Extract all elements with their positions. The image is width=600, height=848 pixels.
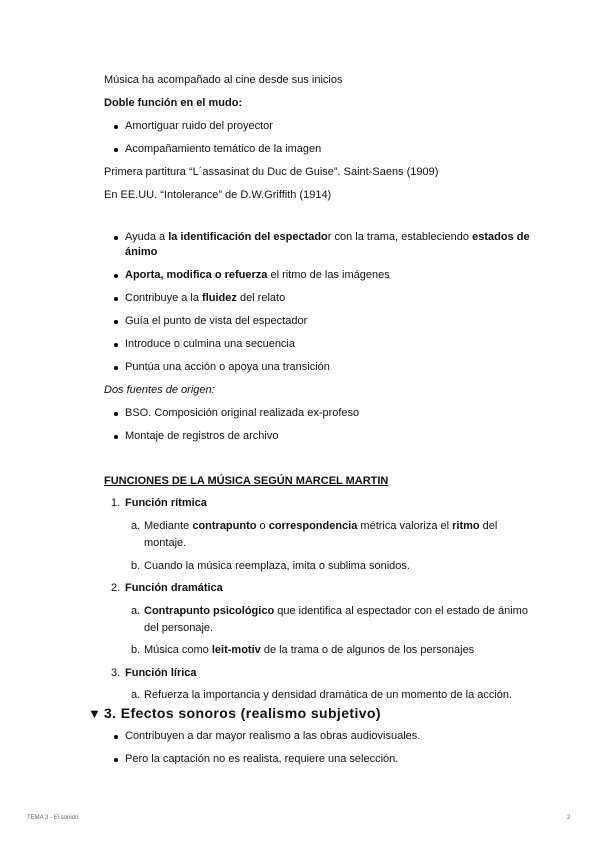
- bullet-dot: [114, 343, 118, 347]
- section-heading: 3. Efectos sonoros (realismo subjetivo): [103, 705, 381, 721]
- list-item: Contrapunto psicológico que identifica al espectador con el estado de ánimo: [144, 605, 528, 617]
- bullet-dot: [114, 274, 118, 278]
- function-title: Función rítmica: [125, 497, 207, 509]
- list-item: Acompañamiento temático de la imagen: [125, 143, 322, 155]
- list-letter: a.: [131, 605, 141, 617]
- list-item: Introduce o culmina una secuencia: [125, 338, 295, 350]
- bullet-dot: [114, 236, 118, 240]
- list-item: Ayuda a la identificación del espectador con la trama, estableciendo estados de: [125, 231, 530, 243]
- partitura-line: Primera partitura “L´assasinat du Duc de Guise”. Saint-Saens (1909): [104, 166, 439, 178]
- function-title: Función lírica: [125, 667, 197, 679]
- collapse-triangle-icon[interactable]: ▼: [88, 706, 101, 721]
- bullet-dot: [114, 366, 118, 370]
- list-item-continuation: montaje.: [144, 537, 187, 549]
- list-item: Mediante contrapunto o correspondencia métrica valoriza el ritmo del: [144, 520, 498, 532]
- bullet-dot: [114, 412, 118, 416]
- eeuu-line: En EE.UU. “Intolerance” de D.W.Griffith (1914): [104, 189, 332, 201]
- footer-title: TEMA 3 - El sonido: [27, 815, 79, 821]
- list-letter: b.: [131, 644, 141, 656]
- intro-line: Música ha acompañado al cine desde sus inicios: [104, 74, 343, 86]
- bullet-dot: [114, 297, 118, 301]
- fuentes-heading: Dos fuentes de origen:: [104, 384, 215, 396]
- list-item-continuation: del personaje.: [144, 622, 214, 634]
- efectos-section: [88, 705, 381, 723]
- list-letter: b.: [131, 560, 141, 572]
- list-item: Refuerza la importancia y densidad dramática de un momento de la acción.: [144, 689, 513, 701]
- bullet-dot: [114, 148, 118, 152]
- function-title: Función dramática: [125, 582, 223, 594]
- list-item: Pero la captación no es realista, requiere una selección.: [125, 753, 399, 765]
- list-item-continuation: ánimo: [125, 246, 158, 258]
- list-item: Aporta, modifica o refuerza el ritmo de las imágenes: [125, 269, 390, 281]
- list-letter: a.: [131, 689, 141, 701]
- list-number: 2.: [111, 582, 121, 594]
- bullet-dot: [114, 758, 118, 762]
- list-item: Música como leit-motiv de la trama o de algunos de los personajes: [144, 644, 475, 656]
- list-item: Montaje de registros de archivo: [125, 430, 279, 442]
- bullet-dot: [114, 735, 118, 739]
- list-number: 3.: [111, 667, 121, 679]
- bullet-dot: [114, 320, 118, 324]
- intro-heading: Doble función en el mudo:: [104, 97, 243, 109]
- list-item: BSO. Composición original realizada ex-profeso: [125, 407, 360, 419]
- martin-heading: FUNCIONES DE LA MÚSICA SEGÚN MARCEL MARTIN: [104, 475, 389, 487]
- list-item: Puntúa una acción o apoya una transición: [125, 361, 330, 373]
- list-item: Contribuye a la fluidez del relato: [125, 292, 286, 304]
- list-item: Cuando la música reemplaza, imita o sublima sonidos.: [144, 560, 410, 572]
- list-letter: a.: [131, 520, 141, 532]
- bullet-dot: [114, 435, 118, 439]
- bullet-dot: [114, 125, 118, 129]
- page-number: 2: [567, 815, 571, 821]
- list-number: 1.: [111, 497, 121, 509]
- list-item: Guía el punto de vista del espectador: [125, 315, 308, 327]
- list-item: Contribuyen a dar mayor realismo a las obras audiovisuales.: [125, 730, 421, 742]
- list-item: Amortiguar ruido del proyector: [125, 120, 273, 132]
